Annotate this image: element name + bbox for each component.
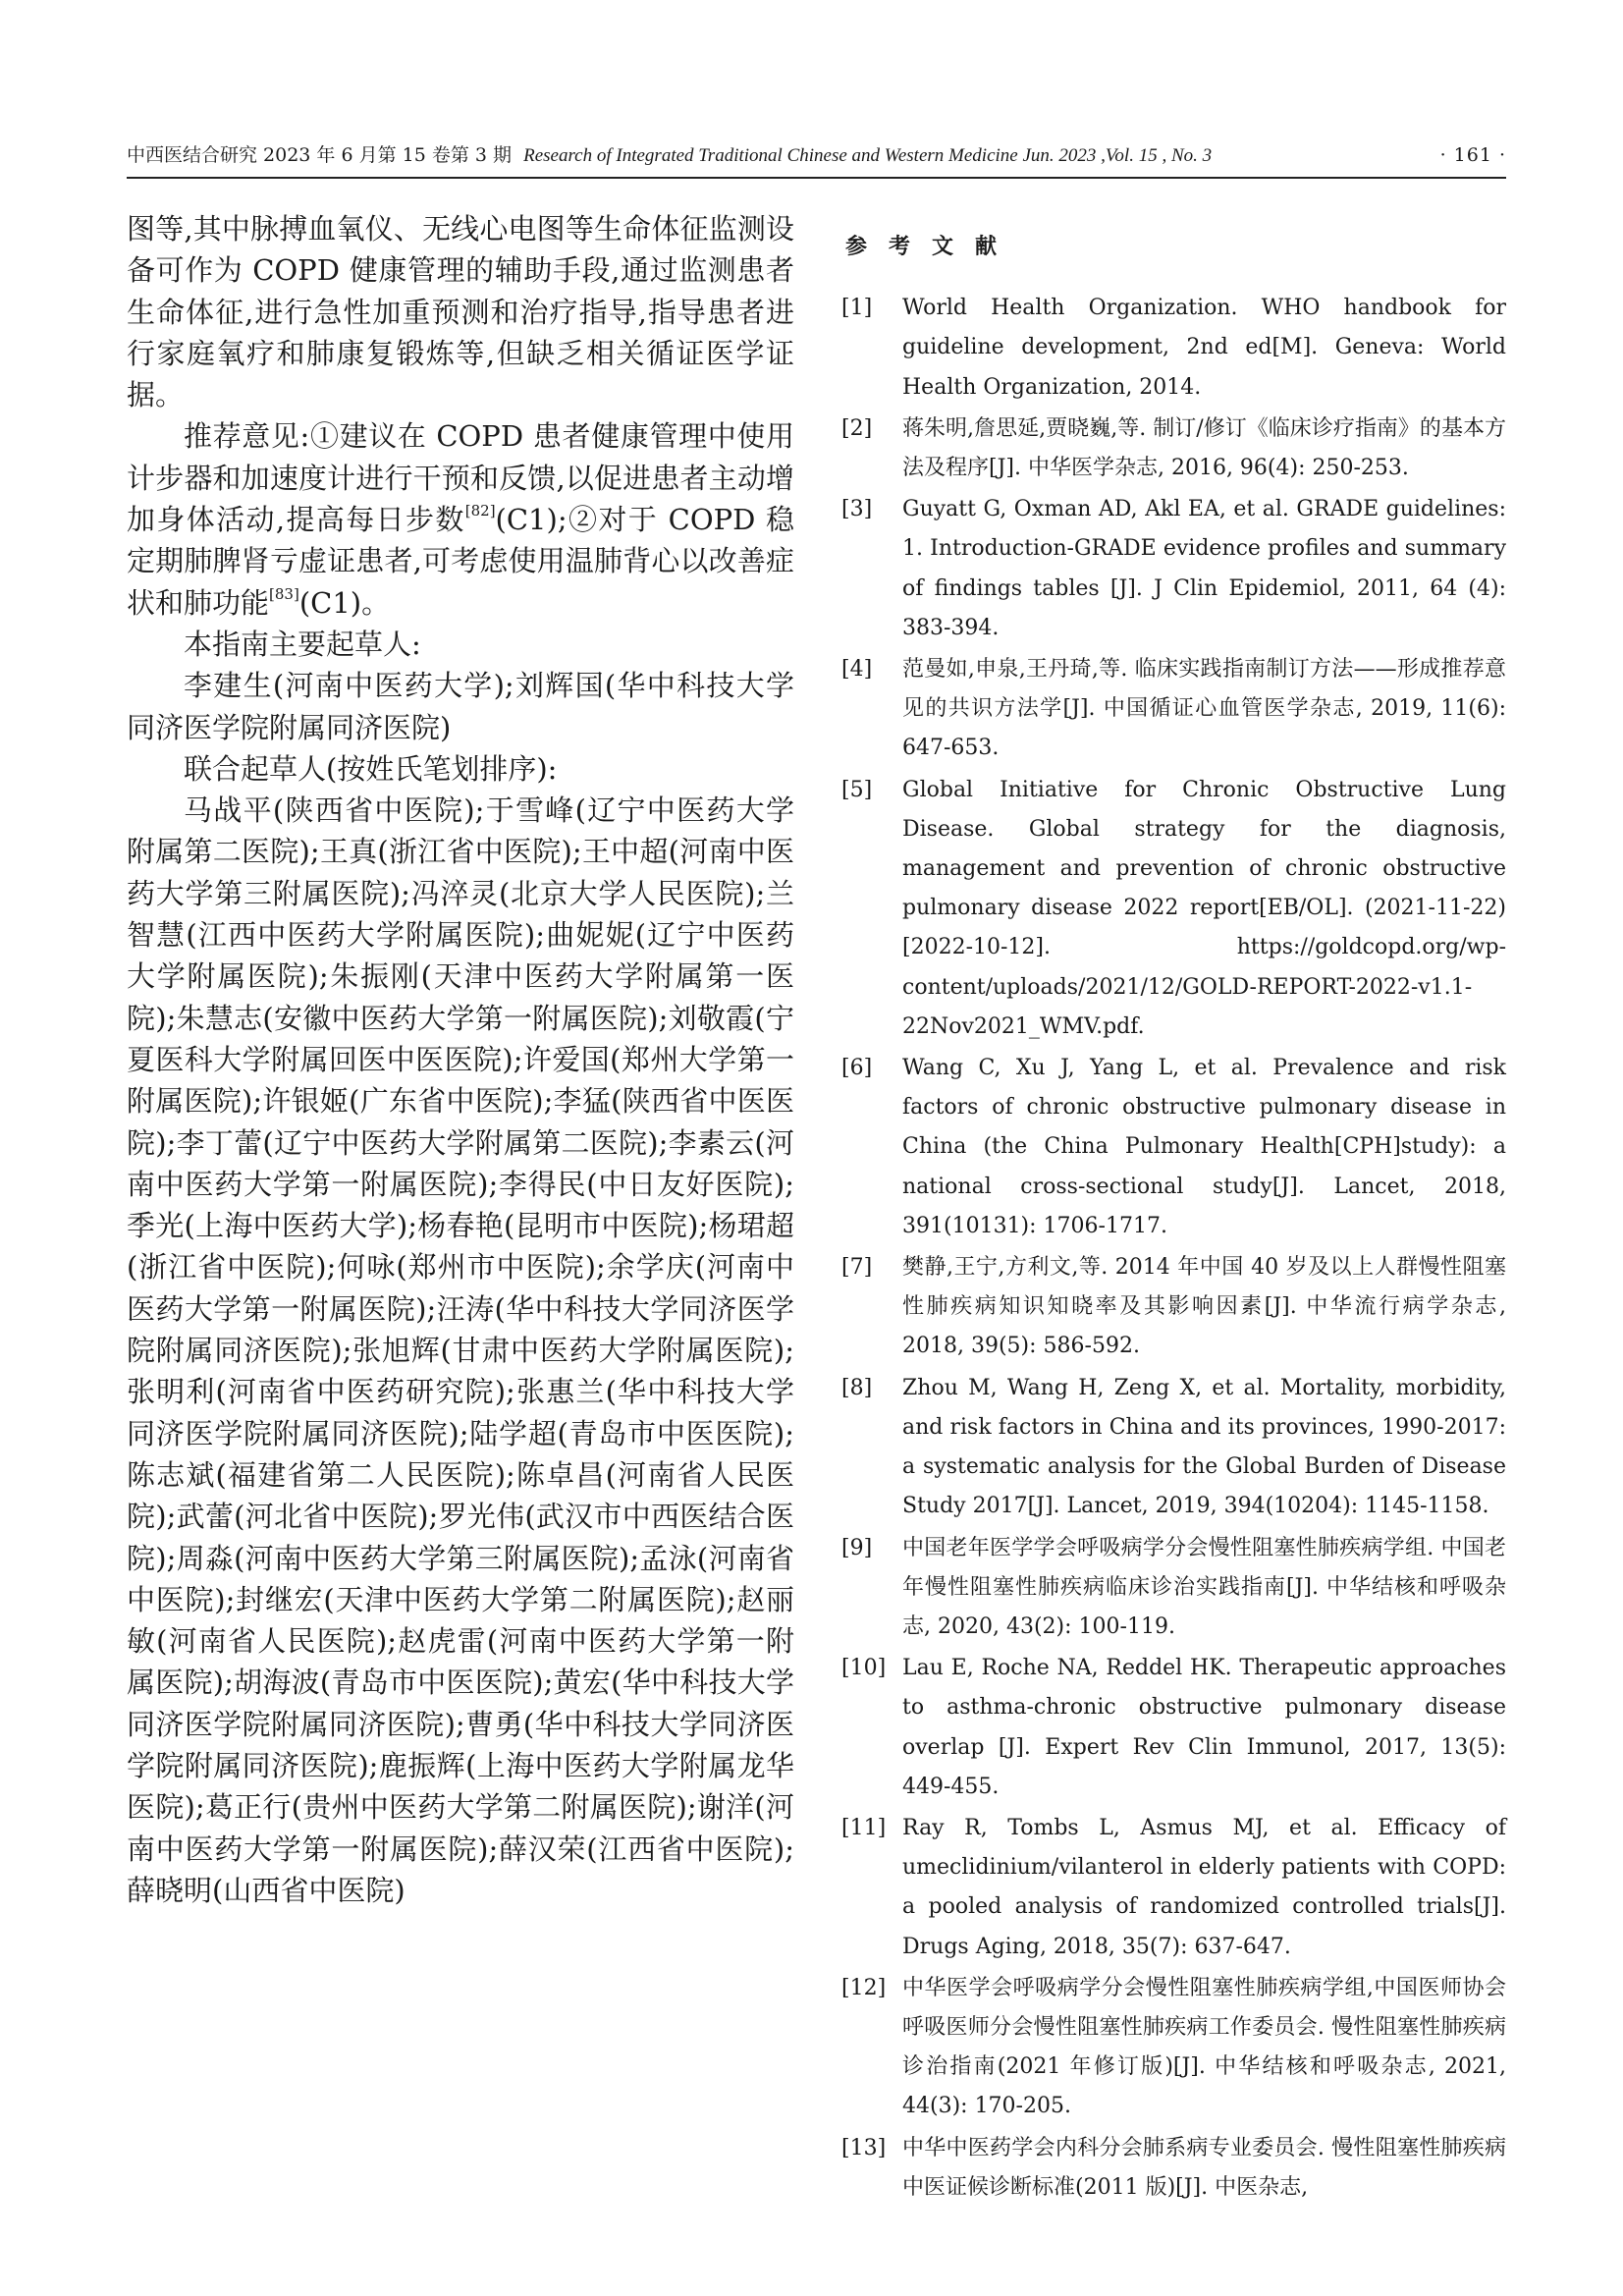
recommendation-text-3: (C1)。 (298, 585, 391, 620)
reference-item (841, 1969, 1506, 2127)
journal-citation (127, 136, 1212, 176)
drafter-heading: 本指南主要起草人: (184, 627, 421, 661)
reference-number: [11] (841, 1815, 887, 1840)
recommendation-text: 推荐意见:①建议在 COPD 患者健康管理中使用计步器和加速度计进行干预和反馈,以促进患者主动增加身体活动,提高每日步数 (127, 419, 794, 537)
journal-name-en: Research of Integrated Traditional Chinese and Western Medicine Jun. 2023 ,Vol. 15 , No. 3 (523, 145, 1213, 166)
reference-text: Guyatt G, Oxman AD, Akl EA, et al. GRADE guidelines: 1. Introduction-GRADE evidence profiles and summary of findings tables [J]. J Clin Epidemiol, 2011, 64 (4): 383-394. (902, 497, 1506, 640)
reference-text: 蒋朱明,詹思延,贾晓巍,等. 制订/修订《临床诊疗指南》的基本方法及程序[J]. 中华医学杂志, 2016, 96(4): 250-253. (902, 415, 1506, 481)
reference-number: [9] (841, 1535, 873, 1560)
reference-number: [6] (841, 1056, 873, 1081)
reference-text: 范曼如,申泉,王丹琦,等. 临床实践指南制订方法——形成推荐意见的共识方法学[J]. 中国循证心血管医学杂志, 2019, 11(6): 647-653. (902, 657, 1506, 761)
reference-number: [5] (841, 777, 873, 802)
reference-text: Ray R, Tombs L, Asmus MJ, et al. Efficacy of umeclidinium/vilanterol in elderly patients with COPD: a pooled analysis of randomized controlled trials[J]. Drugs Aging, 2018, 35(7): 637-647. (902, 1815, 1506, 1959)
reference-text: 中华中医药学会内科分会肺系病专业委员会. 慢性阻塞性肺疾病中医证候诊断标准(2011 版)[J]. 中医杂志, (902, 2135, 1506, 2200)
reference-item (841, 1649, 1506, 1807)
reference-text: Wang C, Xu J, Yang L, et al. Prevalence and risk factors of chronic obstructive pulmonary disease in China (the China Pulmonary Health[CPH]study): a national cross-sectional study[J]. Lancet, 2018, 391(10131): 1706-1717. (902, 1056, 1506, 1238)
reference-number: [4] (841, 657, 873, 683)
reference-text: Lau E, Roche NA, Reddel HK. Therapeutic approaches to asthma-chronic obstructive pulmonary disease overlap [J]. Expert Rev Clin Immunol, 2017, 13(5): 449-455. (902, 1656, 1506, 1799)
reference-number: [7] (841, 1255, 873, 1281)
reference-item (841, 1049, 1506, 1246)
reference-text: 中华医学会呼吸病学分会慢性阻塞性肺疾病学组,中国医师协会呼吸医师分会慢性阻塞性肺疾病工作委员会. 慢性阻塞性肺疾病诊治指南(2021 年修订版)[J]. 中华结核和呼吸杂志, 2021, 44(3): 170-205. (902, 1975, 1506, 2119)
drafter-list: 李建生(河南中医药大学);刘辉国(华中科技大学同济医学院附属同济医院) (127, 669, 794, 744)
recommendation-paragraph (127, 415, 794, 623)
reference-text: 中国老年医学学会呼吸病学分会慢性阻塞性肺疾病学组. 中国老年慢性阻塞性肺疾病临床诊治实践指南[J]. 中华结核和呼吸杂志, 2020, 43(2): 100-119. (902, 1535, 1506, 1639)
reference-item (841, 1529, 1506, 1648)
reference-number: [3] (841, 497, 873, 522)
reference-item (841, 2129, 1506, 2208)
reference-item (841, 771, 1506, 1047)
header-rule (127, 177, 1506, 179)
page-number: · 161 · (1439, 144, 1506, 166)
reference-text: Zhou M, Wang H, Zeng X, et al. Mortality, morbidity, and risk factors in China and its provinces, 1990-2017: a systematic analysis for the Global Burden of Disease Study 2017[J]. Lancet, 2019, 394(10204): 1145-1158. (902, 1375, 1506, 1519)
references-heading: 参考文献 (845, 235, 1019, 259)
citation-83: [83] (269, 584, 299, 603)
references-column (841, 228, 1506, 2210)
reference-item (841, 1809, 1506, 1967)
co-drafter-list: 马战平(陕西省中医院);于雪峰(辽宁中医药大学附属第二医院);王真(浙江省中医院);王中超(河南中医药大学第三附属医院);冯淬灵(北京大学人民医院);兰智慧(江西中医药大学附属医院);曲妮妮(辽宁中医药大学附属医院);朱振刚(天津中医药大学附属第一医院);朱慧志(安徽中医药大学第一附属医院);刘敬霞(宁夏医科大学附属回医中医医院);许爱国(郑州大学第一附属医院);许银姬(广东省中医院);李猛(陕西省中医医院);李丁蕾(辽宁中医药大学附属第二医院);李素云(河南中医药大学第一附属医院);李得民(中日友好医院);季光(上海中医药大学);杨春艳(昆明市中医院);杨珺超(浙江省中医院);何咏(郑州市中医院);余学庆(河南中医药大学第一附属医院);汪涛(华中科技大学同济医学院附属同济医院);张旭辉(甘肃中医药大学附属医院);张明利(河南省中医药研究院);张惠兰(华中科技大学同济医学院附属同济医院);陆学超(青岛市中医医院);陈志斌(福建省第二人民医院);陈卓昌(河南省人民医院);武蕾(河北省中医院);罗光伟(武汉市中西医结合医院);周淼(河南中医药大学第三附属医院);孟泳(河南省中医院);封继宏(天津中医药大学第二附属医院);赵丽敏(河南省人民医院);赵虎雷(河南中医药大学第一附属医院);胡海波(青岛市中医医院);黄宏(华中科技大学同济医学院附属同济医院);曹勇(华中科技大学同济医学院附属同济医院);鹿振辉(上海中医药大学附属龙华医院);葛正行(贵州中医药大学第二附属医院);谢洋(河南中医药大学第一附属医院);薛汉荣(江西省中医院);薛晓明(山西省中医院) (127, 793, 794, 1907)
reference-number: [13] (841, 2135, 887, 2160)
body-paragraph: 图等,其中脉搏血氧仪、无线心电图等生命体征监测设备可作为 COPD 健康管理的辅助手段,通过监测患者生命体征,进行急性加重预测和治疗指导,指导患者进行家庭氧疗和肺康复锻炼等,但缺乏相关循证医学证据。 (127, 212, 794, 412)
left-column (127, 208, 794, 1911)
reference-number: [10] (841, 1656, 887, 1681)
reference-item (841, 490, 1506, 648)
reference-text: Global Initiative for Chronic Obstructive Lung Disease. Global strategy for the diagnosis, management and prevention of chronic obstructive pulmonary disease 2022 report[EB/OL]. (2021-11-22) [2022-10-12]. https://goldcopd.org/wp-content/uploads/2021/12/GOLD-REPORT-2022-v1.1-22Nov2021_WMV.pdf. (902, 777, 1506, 1039)
reference-number: [1] (841, 296, 873, 321)
citation-82: [82] (464, 502, 496, 520)
co-drafter-heading: 联合起草人(按姓氏笔划排序): (184, 751, 558, 786)
reference-number: [8] (841, 1375, 873, 1400)
reference-text: World Health Organization. WHO handbook for guideline development, 2nd ed[M]. Geneva: World Health Organization, 2014. (902, 296, 1506, 400)
reference-item (841, 650, 1506, 769)
reference-number: [2] (841, 415, 873, 441)
reference-text: 樊静,王宁,方利文,等. 2014 年中国 40 岁及以上人群慢性阻塞性肺疾病知识知晓率及其影响因素[J]. 中华流行病学杂志, 2018, 39(5): 586-592. (902, 1255, 1506, 1359)
journal-name-cn: 中西医结合研究 2023 年 6 月第 15 卷第 3 期 (127, 144, 513, 166)
reference-item (841, 410, 1506, 488)
running-header (127, 136, 1506, 175)
reference-number: [12] (841, 1975, 887, 2000)
reference-item (841, 289, 1506, 408)
reference-item (841, 1248, 1506, 1367)
recommendation-text-2: (C1);②对于 COPD 稳定期肺脾肾亏虚证患者,可考虑使用温肺背心以改善症状和肺功能 (127, 503, 795, 620)
reference-item (841, 1369, 1506, 1527)
